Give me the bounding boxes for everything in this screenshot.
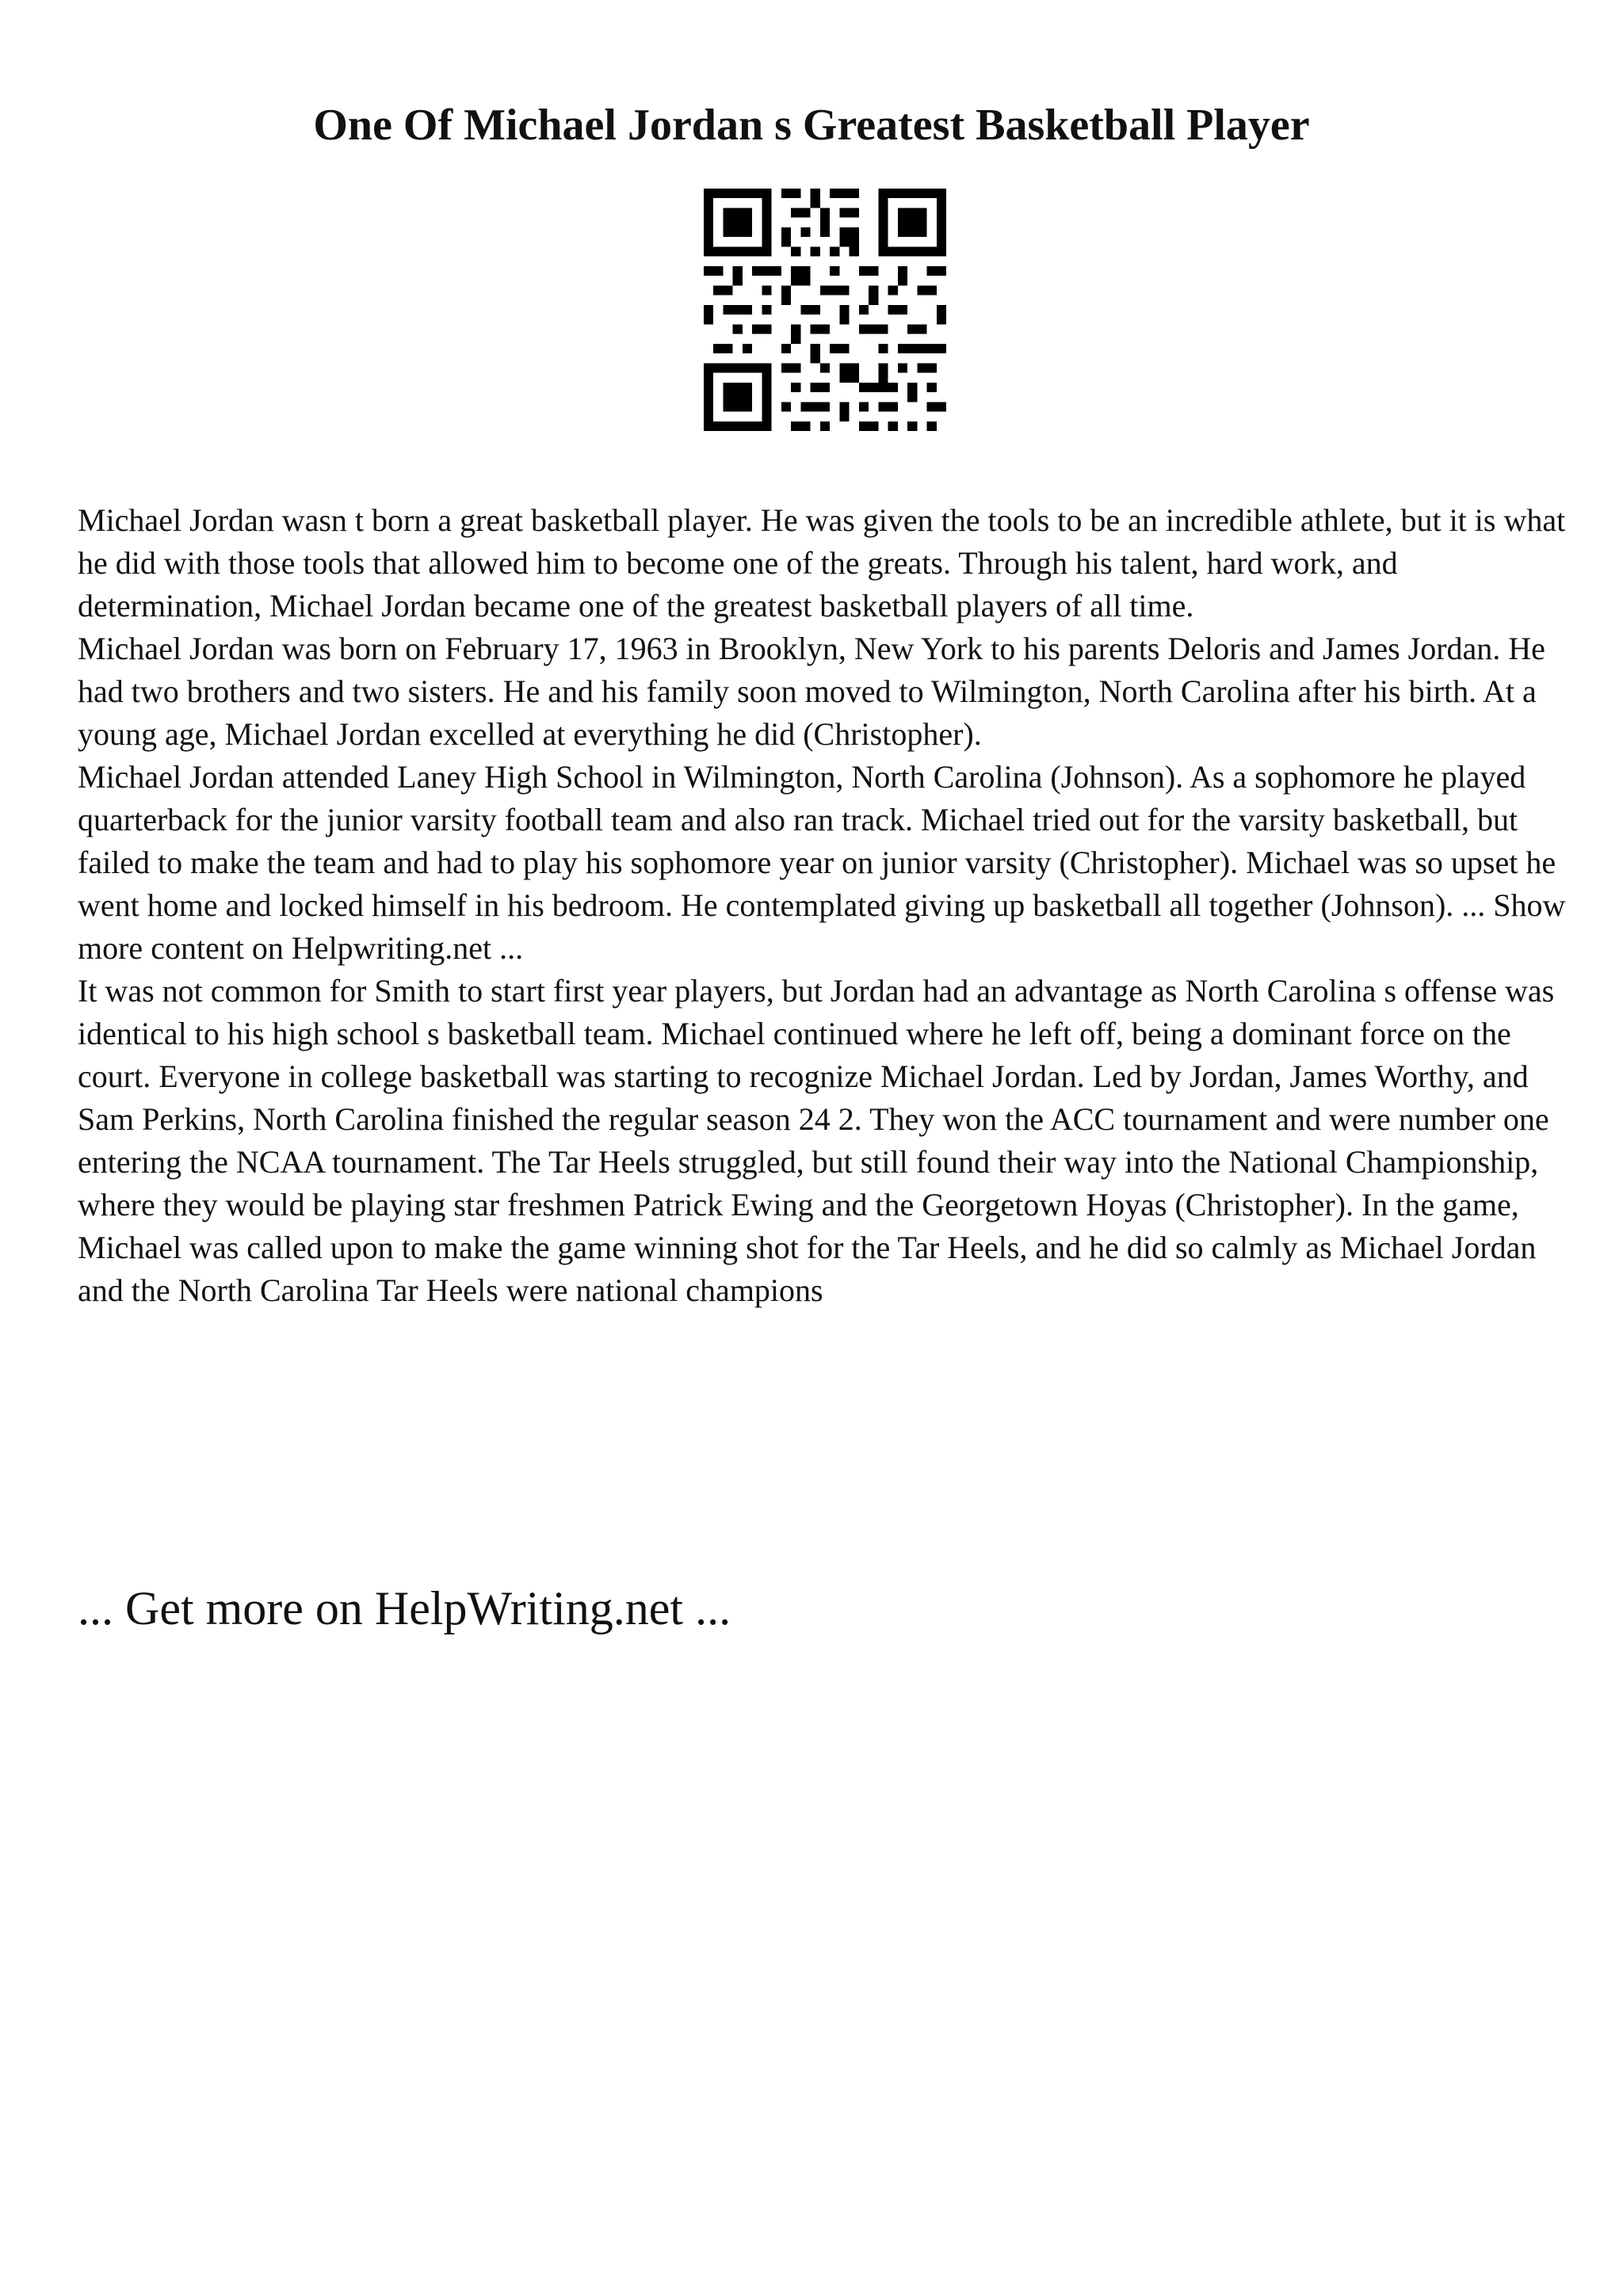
paragraph: Michael Jordan was born on February 17, 1963 in Brooklyn, New York to his parents Deloris and James Jordan. He had two brothers and two sisters. He and his family soon moved to Wilmington, North Carolina after his birth. At a young age, Michael Jordan excelled at everything he did (Christopher). bbox=[78, 631, 1545, 752]
qr-code-icon bbox=[704, 189, 946, 431]
paragraph: Michael Jordan wasn t born a great basketball player. He was given the tools to be an incredible athlete, but it is what he did with those tools that allowed him to become one of the greats. Through his talent, hard work, and determination, Michael Jordan became one of the greatest basketball players of all time. bbox=[78, 502, 1566, 624]
get-more-link[interactable]: ... Get more on HelpWriting.net ... bbox=[78, 1582, 731, 1634]
article-body bbox=[78, 499, 1568, 1312]
document-title: One Of Michael Jordan s Greatest Basketball Player bbox=[313, 101, 1310, 150]
paragraph: Michael Jordan attended Laney High School in Wilmington, North Carolina (Johnson). As a sophomore he played quarterback for the junior varsity football team and also ran track. Michael tried out for the varsity basketball, but failed to make the team and had to play his sophomore year on junior varsity (Christopher). Michael was so upset he went home and locked himself in his bedroom. He contemplated giving up basketball all together (Johnson). ... Show more content on Helpwriting.net ... bbox=[78, 759, 1566, 966]
paragraph: It was not common for Smith to start first year players, but Jordan had an advantage as North Carolina s offense was identical to his high school s basketball team. Michael continued where he left off, being a dominant force on the court. Everyone in college basketball was starting to recognize Michael Jordan. Led by Jordan, James Worthy, and Sam Perkins, North Carolina finished the regular season 24 2. They won the ACC tournament and were number one entering the NCAA tournament. The Tar Heels struggled, but still found their way into the National Championship, where they would be playing star freshmen Patrick Ewing and the Georgetown Hoyas (Christopher). In the game, Michael was called upon to make the game winning shot for the Tar Heels, and he did so calmly as Michael Jordan and the North Carolina Tar Heels were national champions bbox=[78, 973, 1555, 1308]
